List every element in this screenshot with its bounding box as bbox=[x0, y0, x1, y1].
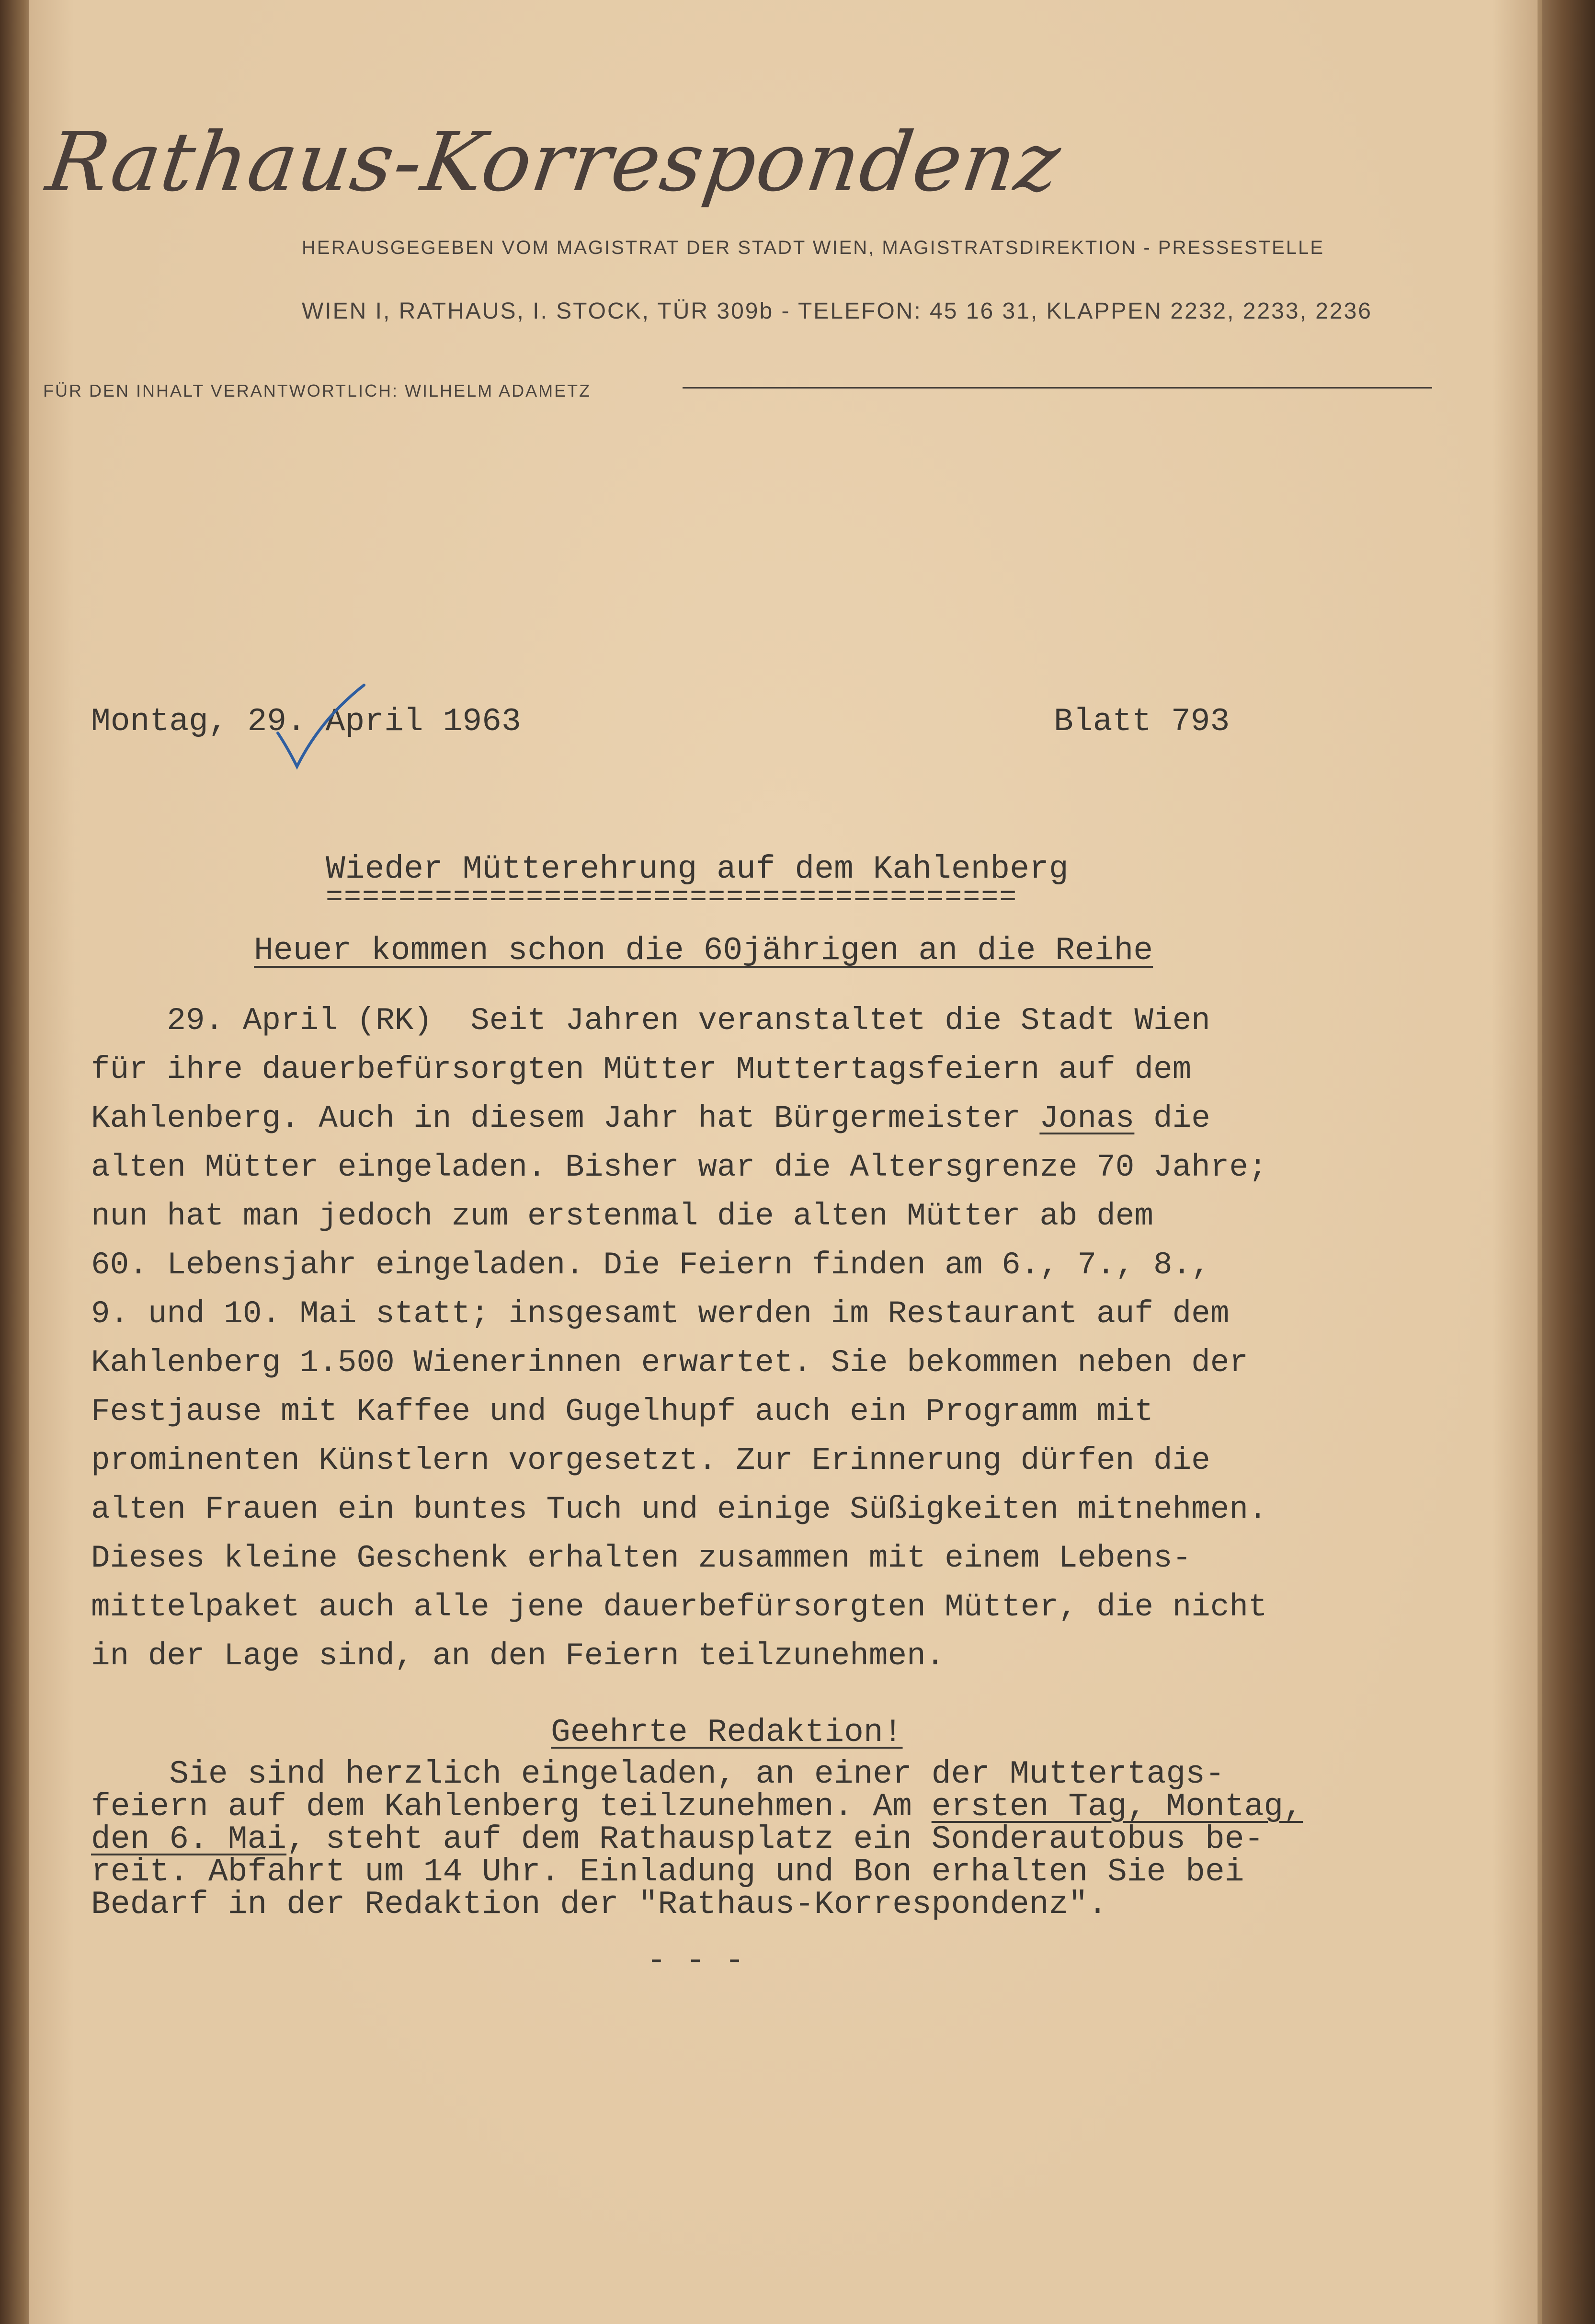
note-line bbox=[91, 1788, 1303, 1825]
body-line: 29. April (RK) Seit Jahren veranstaltet die Stadt Wien bbox=[91, 1003, 1210, 1039]
body-line: alten Frauen ein buntes Tuch und einige Süßigkeiten mitnehmen. bbox=[91, 1491, 1267, 1527]
note-date-underlined: ersten Tag, Montag, bbox=[931, 1788, 1303, 1825]
masthead-address: WIEN I, RATHAUS, I. STOCK, TÜR 309b - TELEFON: 45 16 31, KLAPPEN 2232, 2233, 2236 bbox=[302, 298, 1372, 324]
body-line: Kahlenberg 1.500 Wienerinnen erwartet. Sie bekommen neben der bbox=[91, 1345, 1248, 1381]
body-line: Festjause mit Kaffee und Gugelhupf auch ein Programm mit bbox=[91, 1394, 1153, 1430]
article-subheadline: Heuer kommen schon die 60jährigen an die Reihe bbox=[254, 932, 1153, 969]
dateline-date: Montag, 29. April 1963 bbox=[91, 703, 521, 740]
masthead-responsible: FÜR DEN INHALT VERANTWORTLICH: WILHELM ADAMETZ bbox=[43, 381, 592, 401]
article-body bbox=[91, 996, 1384, 1681]
body-line: für ihre dauerbefürsorgten Mütter Muttertagsfeiern auf dem bbox=[91, 1052, 1192, 1088]
body-line: nun hat man jedoch zum erstenmal die alten Mütter ab dem bbox=[91, 1198, 1153, 1234]
dateline-sheet: Blatt 793 bbox=[1054, 703, 1230, 740]
masthead-rule bbox=[683, 387, 1432, 389]
note-date-underlined: den 6. Mai bbox=[91, 1821, 287, 1858]
mayor-name: Jonas bbox=[1039, 1100, 1135, 1136]
closing-mark: - - - bbox=[647, 1943, 745, 1980]
note-line bbox=[91, 1823, 1303, 1856]
body-line: 60. Lebensjahr eingeladen. Die Feiern finden am 6., 7., 8., bbox=[91, 1247, 1210, 1283]
masthead-title: Rathaus-Korrespondenz bbox=[41, 115, 1067, 210]
body-line: in der Lage sind, an den Feiern teilzunehmen. bbox=[91, 1638, 945, 1674]
note-body bbox=[91, 1758, 1303, 1921]
note-text: feiern auf dem Kahlenberg teilzunehmen. Am bbox=[91, 1788, 932, 1825]
note-line: reit. Abfahrt um 14 Uhr. Einladung und Bon erhalten Sie bei bbox=[91, 1854, 1244, 1890]
body-line: alten Mütter eingeladen. Bisher war die Altersgrenze 70 Jahre; bbox=[91, 1149, 1267, 1185]
note-text: , steht auf dem Rathausplatz ein Sonderautobus be- bbox=[286, 1821, 1264, 1858]
body-line bbox=[91, 1094, 1384, 1143]
body-line: Dieses kleine Geschenk erhalten zusammen mit einem Lebens- bbox=[91, 1540, 1192, 1576]
body-line: 9. und 10. Mai statt; insgesamt werden im Restaurant auf dem bbox=[91, 1296, 1230, 1332]
note-line: Sie sind herzlich eingeladen, an einer der Muttertags- bbox=[91, 1756, 1225, 1793]
checkmark-icon bbox=[268, 680, 374, 776]
note-heading: Geehrte Redaktion! bbox=[551, 1714, 903, 1751]
body-line: mittelpaket auch alle jene dauerbefürsorgten Mütter, die nicht bbox=[91, 1589, 1267, 1625]
body-line-text: Kahlenberg. Auch in diesem Jahr hat Bürgermeister bbox=[91, 1100, 1040, 1136]
document-page bbox=[29, 0, 1538, 2324]
body-line-text: die bbox=[1134, 1100, 1210, 1136]
body-line: prominenten Künstlern vorgesetzt. Zur Erinnerung dürfen die bbox=[91, 1442, 1210, 1478]
note-line: Bedarf in der Redaktion der "Rathaus-Korrespondenz". bbox=[91, 1886, 1107, 1923]
masthead-publisher: HERAUSGEGEBEN VOM MAGISTRAT DER STADT WIEN, MAGISTRATSDIREKTION - PRESSESTELLE bbox=[302, 237, 1325, 258]
article-headline: Wieder Mütterehrung auf dem Kahlenberg bbox=[326, 851, 1069, 888]
headline-rule: ====================================== bbox=[326, 882, 1018, 914]
